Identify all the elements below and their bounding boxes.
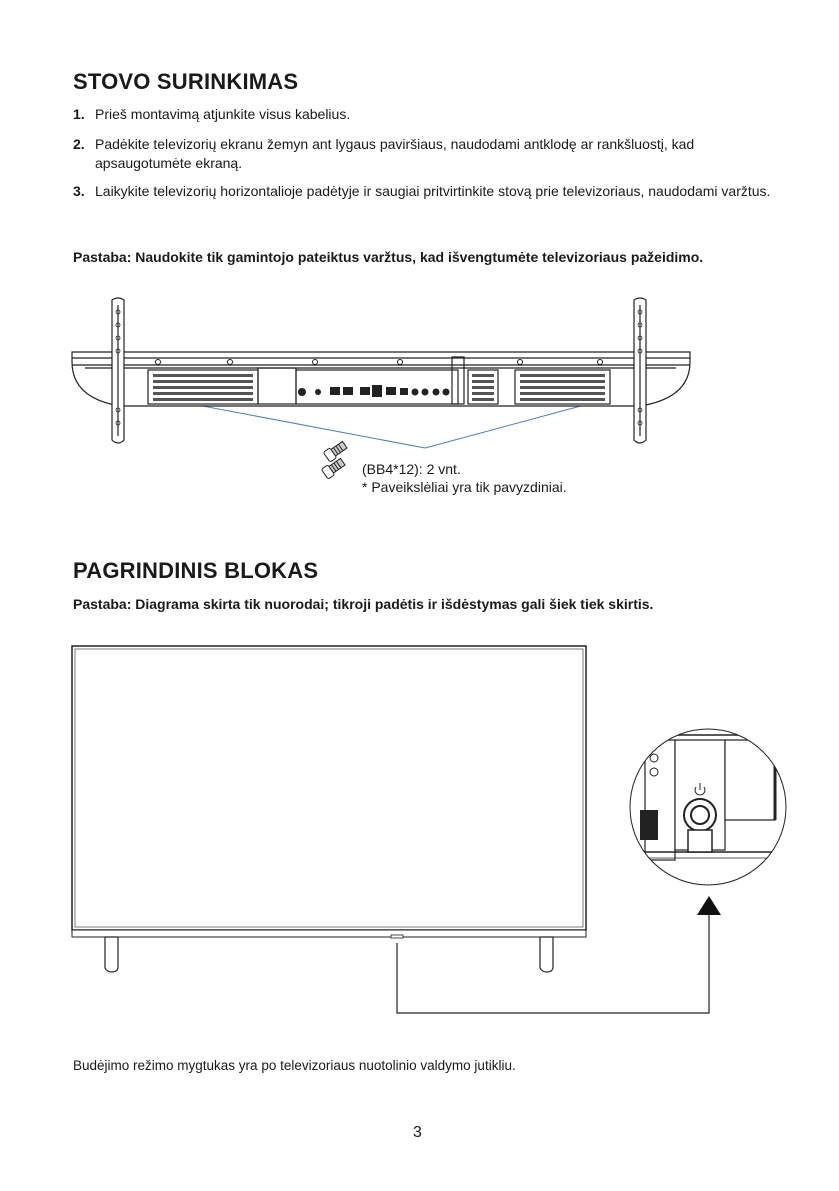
step-number: 2. xyxy=(73,136,85,152)
standby-text: Budėjimo režimo mygtukas yra po televizoriaus nuotolinio valdymo jutikliu. xyxy=(73,1058,516,1073)
page-number: 3 xyxy=(413,1124,422,1141)
step-number: 3. xyxy=(73,183,85,199)
screw-label: (BB4*12): 2 vnt. xyxy=(362,461,461,477)
step-number: 1. xyxy=(73,106,85,122)
assembly-note: Pastaba: Naudokite tik gamintojo pateiktus varžtus, kad išvengtumėte televizoriaus pažeidimo. xyxy=(73,249,704,265)
assembly-title: STOVO SURINKIMAS xyxy=(73,69,299,94)
image-disclaimer: * Paveikslėliai yra tik pavyzdiniai. xyxy=(362,479,567,495)
step-text: Laikykite televizorių horizontalioje padėtyje ir saugiai pritvirtinkite stovą prie televizoriaus, naudodami varžtus. xyxy=(95,183,771,199)
main-unit-note: Pastaba: Diagrama skirta tik nuorodai; tikroji padėtis ir išdėstymas gali šiek tiek skirtis. xyxy=(73,596,654,612)
step-text: Prieš montavimą atjunkite visus kabelius. xyxy=(95,106,351,122)
step-text: Padėkite televizorių ekranu žemyn ant lygaus paviršiaus, naudodami antklodę ar rankšluostį, kad apsaugotumėte ekraną. xyxy=(95,136,695,171)
arrow-up-icon xyxy=(697,896,721,915)
main-unit-title: PAGRINDINIS BLOKAS xyxy=(73,558,319,583)
